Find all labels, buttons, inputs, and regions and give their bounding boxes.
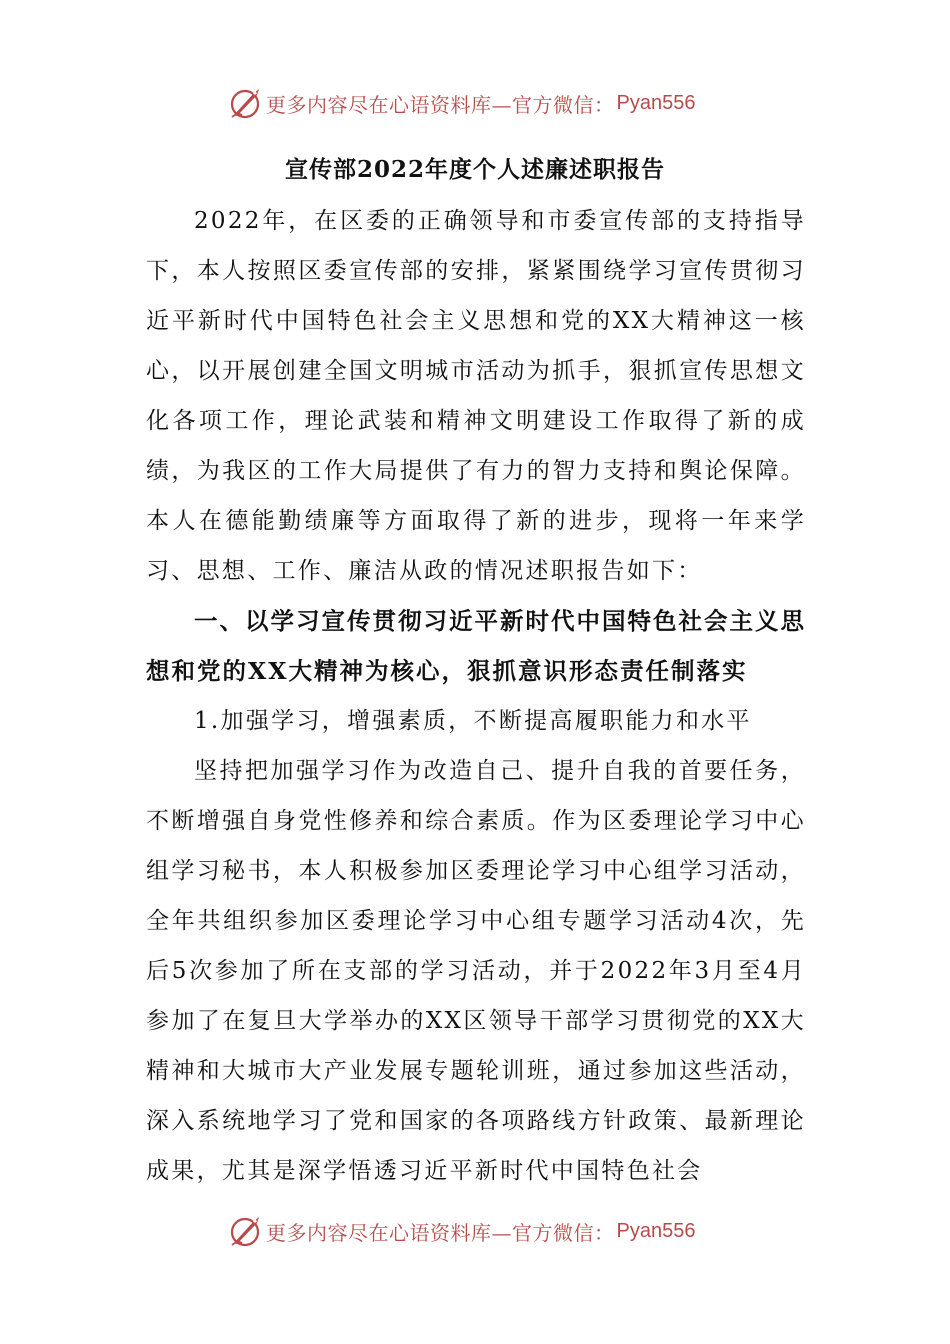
watermark-wechat-id: Pyan556 <box>616 91 696 114</box>
watermark-footer <box>228 1211 695 1251</box>
watermark-text: 更多内容尽在心语资料库—官方微信： <box>266 92 615 117</box>
pen-nib-circle-icon <box>228 1213 264 1249</box>
subsection-heading-1: 1.加强学习，增强素质，不断提高履职能力和水平 <box>194 708 752 734</box>
watermark-header <box>228 83 695 123</box>
section-heading-1: 一、以学习宣传贯彻习近平新时代中国特色社会主义思想和党的XX大精神为核心，狠抓意识形态责任制落实 <box>146 607 806 685</box>
document-title: 宣传部2022年度个人述廉述职报告 <box>284 156 665 183</box>
intro-paragraph: 2022年，在区委的正确领导和市委宣传部的支持指导下，本人按照区委宣传部的安排，紧紧围绕学习宣传贯彻习近平新时代中国特色社会主义思想和党的XX大精神这一核心，以开展创建全国文明城市活动为抓手，狠抓宣传思想文化各项工作，理论武装和精神文明建设工作取得了新的成绩，为我区的工作大局提供了有力的智力支持和舆论保障。本人在德能勤绩廉等方面取得了新的进步，现将一年来学习、思想、工作、廉洁从政的情况述职报告如下： <box>146 208 806 584</box>
watermark-wechat-id: Pyan556 <box>616 1219 696 1242</box>
pen-nib-circle-icon <box>228 85 264 121</box>
watermark-text: 更多内容尽在心语资料库—官方微信： <box>266 1220 615 1245</box>
document-body <box>146 196 806 1196</box>
subsection-paragraph-1: 坚持把加强学习作为改造自己、提升自我的首要任务，不断增强自身党性修养和综合素质。作为区委理论学习中心组学习秘书，本人积极参加区委理论学习中心组学习活动，全年共组织参加区委理论学习中心组专题学习活动4次，先后5次参加了所在支部的学习活动，并于2022年3月至4月参加了在复旦大学举办的XX区领导干部学习贯彻党的XX大精神和大城市大产业发展专题轮训班，通过参加这些活动，深入系统地学习了党和国家的各项路线方针政策、最新理论成果，尤其是深学悟透习近平新时代中国特色社会 <box>146 758 806 1184</box>
